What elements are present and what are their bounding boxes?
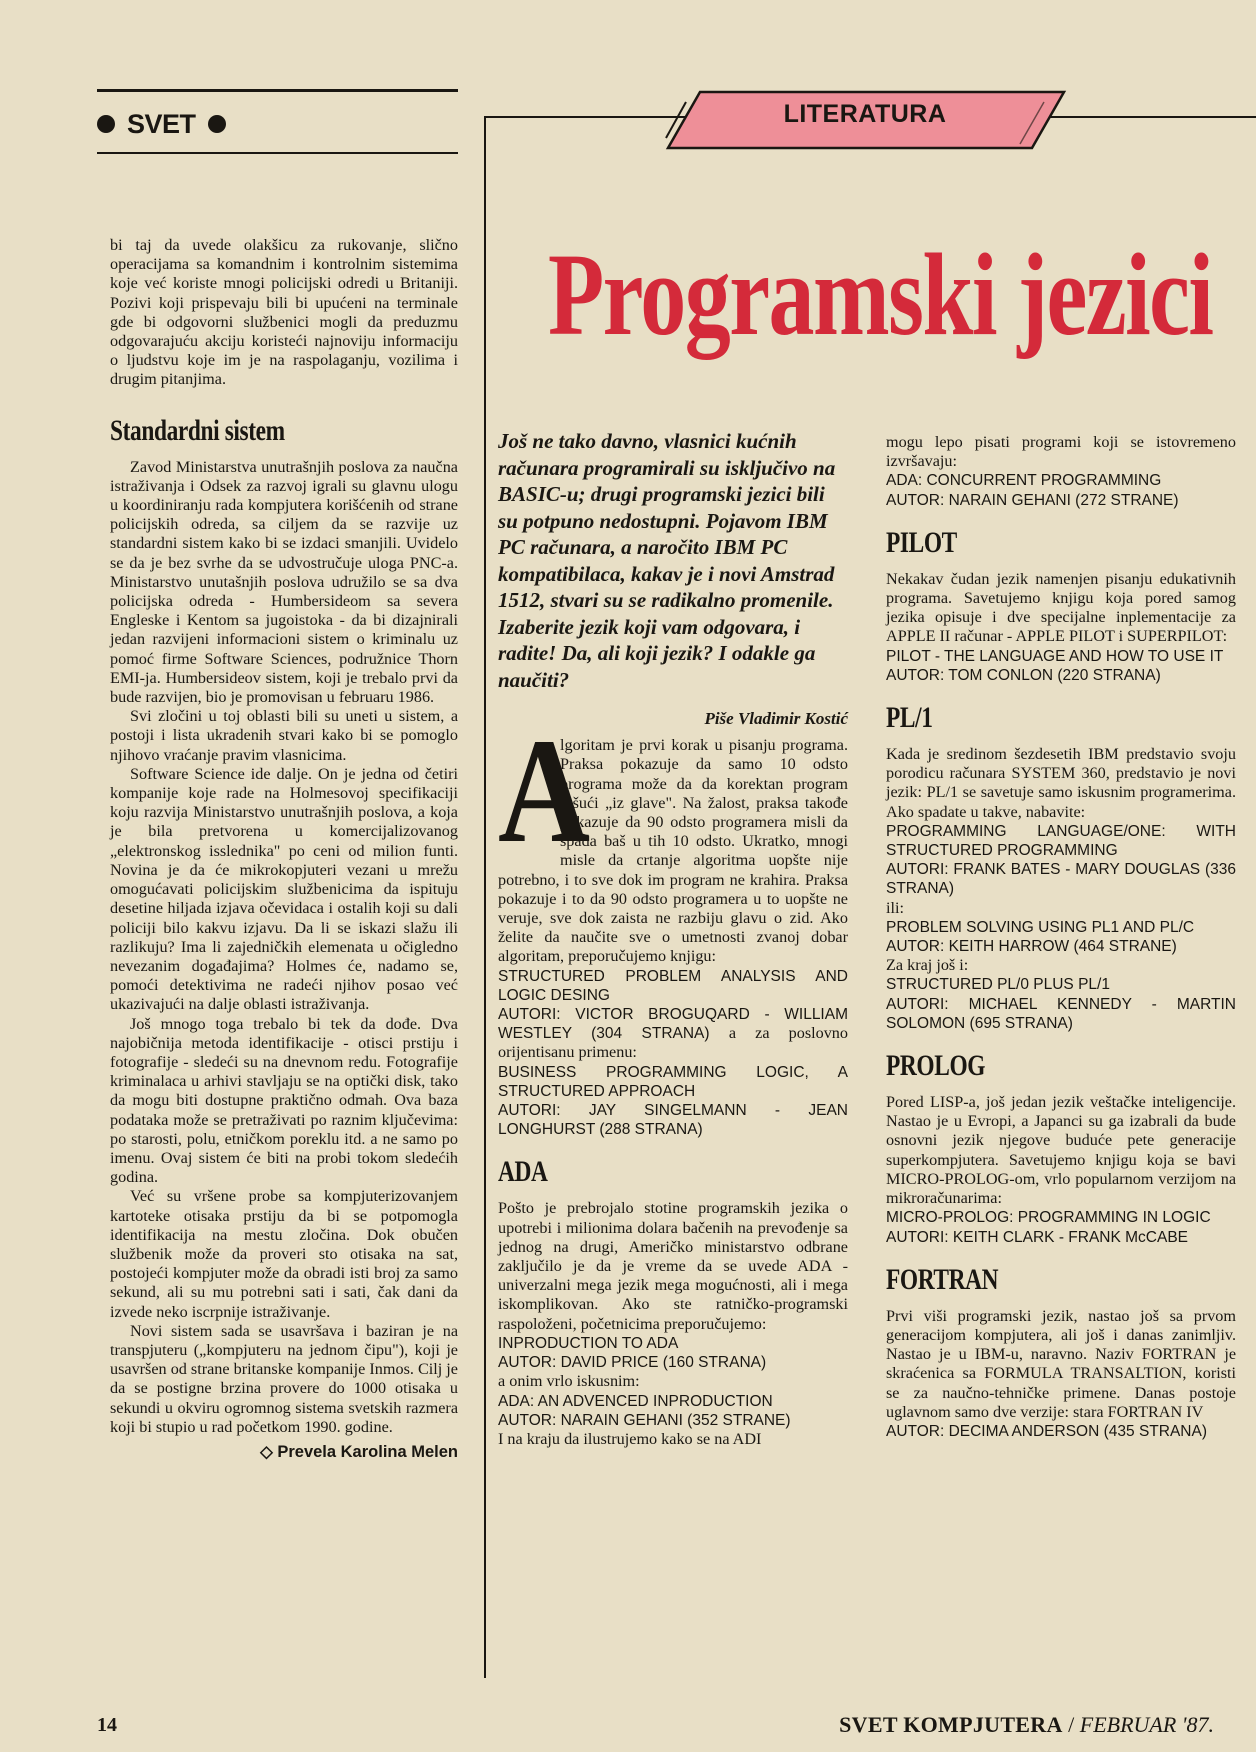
subheading-pl1: PL/1: [886, 701, 933, 735]
translator-signature: ◇ Prevela Karolina Melen: [260, 1442, 458, 1461]
book-title: ADA: AN ADVENCED INPRODUCTION: [498, 1392, 773, 1410]
book-authors: AUTOR: TOM CONLON (220 STRANA): [886, 666, 1161, 684]
issue-date: FEBRUAR '87.: [1079, 1712, 1214, 1737]
paragraph: Novi sistem sada se usavršava i baziran je na transpjuteru („kompjuteru na jednom čipu"), koji je usavršen od strane britanske kompanije Inmos. Cilj je da se postigne brzina provere do 1000 otisaka u sekundi u okviru ogromnog sistema svetskih razmera koji bi stupio u rad početkom 1990. godine.: [110, 1321, 458, 1436]
book-title: STRUCTURED PROBLEM ANALYSIS AND LOGIC DESING: [498, 967, 848, 1004]
paragraph: Software Science ide dalje. On je jedna od četiri kompanije koje rade na Holmesovoj specifikaciji koju razvija Ministarstvo unutrašnjih poslova, a koja je bila pretvorena u komercijalizovanog „elektronskog isslednika" po ceni od milion funti. Novina je da će mikrokopjuteri vezani u mrežu omogućavati policijskim službenicima da ispituju desetine hiljada izjava očevidaca i ostalih koji su dali policiji bilo kakvu izjavu. Da li se iskazi slažu ili razlikuju? Ima li zajedničkih elemenata u očigledno nevezanim događajima? Holmes će, nadamo se, pomoći detektivima ne radeći njihov posao već ukazivajući na dalje oblasti istraživanja.: [110, 764, 458, 1014]
header-rule-bottom: [97, 152, 458, 154]
paragraph: Pošto je prebrojalo stotine programskih jezika o upotrebi i milionima dolara bačenih na prevođenje sa jednog na drugi, Američko ministarstvo odbrane zaključilo je da je vreme da se uvede ADA - univerzalni mega jezik mega mogućnosti, ali i mega iskomplikovan. Ako ste ratničko-programski raspoloženi, početnicima preporučujemo:: [498, 1199, 848, 1333]
paragraph: Prvi viši programski jezik, nastao još sa prvom generacijom kompjutera, ali još i danas zanimljiv. Nastao je u IBM-u, naravno. Naziv FORTRAN je skraćenica sa FORMULA TRANSALTION, koristi se za naučno-tehničke primene. Danas postoje uglavnom samo dve verzije: stara FORTRAN IV: [886, 1306, 1236, 1421]
connector-text: ili:: [886, 898, 904, 917]
paragraph: lgoritam je prvi korak u pisanju programa. Praksa pokazuje da samo 10 odsto programa može da da korektan program pišući „iz glave". Na žalost, praksa takođe pokazuje da 90 odsto programera misli da spada baš u tih 10 odsto. Ukratko, mnogi misle da crtanje algoritma uopšte nije potrebno, i to sve dok im program ne krahira. Praksa pokazuje i to da 90 odsto programera u to uopšte ne veruje, sve dok zaista ne razbiju glavu o zid. Ako želite da naučite sve o umetnosti zvanoj dobar algoritam, preporučujemo knjigu:: [498, 736, 848, 966]
section-header-label: SVET: [127, 108, 196, 139]
paragraph: mogu lepo pisati programi koji se istovremeno izvršavaju:: [886, 433, 1236, 471]
left-column: [110, 236, 458, 1462]
connector-text: Za kraj još i:: [886, 956, 969, 975]
banner-label: LITERATURA: [783, 100, 947, 128]
paragraph: Već su vršene probe sa kompjuterizovanjem kartoteke otisaka prstiju da bi se potpomogla identifikacija na mestu zločina. Dok obučen službenik može da proveri sto otisaka na sat, postojeći kompjuter može da obradi isti broj za samo sekund, ali su mu potrebni sati i sati, čak dani da izvede neko iscrpnije istraživanje.: [110, 1187, 458, 1321]
paragraph: I na kraju da ilustrujemo kako se na ADI: [498, 1429, 762, 1448]
book-authors: AUTOR: DECIMA ANDERSON (435 STRANA): [886, 1422, 1207, 1440]
drop-cap: A: [498, 708, 591, 875]
subheading-pilot: PILOT: [886, 525, 957, 559]
book-authors: [498, 1005, 848, 1063]
book-authors: AUTORI: MICHAEL KENNEDY - MARTIN SOLOMON (695 STRANA): [886, 995, 1236, 1032]
article-title: Programski jezici: [548, 229, 1213, 360]
book-authors: AUTOR: DAVID PRICE (160 STRANA): [498, 1354, 767, 1372]
paragraph: Još mnogo toga trebalo bi tek da dođe. Dva najobičnija metoda identifikacije - otisci prstiju i fotografije - sledeći su na dnevnom redu. Fotografije kriminalaca u arhivi stavljaju se na optički disk, tako da mogu biti dostupne praktično odmah. Ova baza podataka može se pretraživati po raznim ključevima: po starosti, polu, etničkom poreklu itd. a ne samo po imenu. Ovaj sistem će biti na probi tokom sledećih godina.: [110, 1014, 458, 1187]
connector-text: a za poslovno orijentisanu primenu:: [498, 1024, 848, 1062]
book-title: STRUCTURED PL/0 PLUS PL/1: [886, 976, 1110, 994]
section-header: [97, 104, 226, 144]
book-title: PROBLEM SOLVING USING PL1 AND PL/C: [886, 918, 1195, 936]
book-title: PROGRAMMING LANGUAGE/ONE: WITH STRUCTURED PROGRAMMING: [886, 822, 1236, 860]
header-rule-top: [97, 89, 458, 92]
bullet-dot-icon: [208, 115, 226, 133]
paragraph: Kada je sredinom šezdesetih IBM predstavio svoju porodicu računara SYSTEM 360, predstavio je novi jezik: PL/1 se savetuje samo iskusnim programerima. Ako spadate u takve, nabavite:: [886, 745, 1236, 821]
running-footer: [839, 1712, 1214, 1738]
book-authors: AUTORI: KEITH CLARK - FRANK McCABE: [886, 1228, 1189, 1246]
connector-text: a onim vrlo iskusnim:: [498, 1372, 640, 1391]
book-authors: AUTOR: NARAIN GEHANI (272 STRANE): [886, 491, 1179, 509]
book-authors: AUTORI: FRANK BATES - MARY DOUGLAS (336 STRANA): [886, 861, 1236, 898]
lead-paragraph: Još ne tako davno, vlasnici kućnih računara programirali su isključivo na BASIC-u; drugi programski jezici bili su potpuno nedostupni. Pojavom IBM PC računara, a naročito IBM PC kompatibilaca, kakav je i novi Amstrad 1512, stvari su se radikalno promenile. Izaberite jezik koji vam odgovara, i radite! Da, ali koji jezik? I odakle ga naučiti?: [498, 429, 836, 692]
book-title: ADA: CONCURRENT PROGRAMMING: [886, 472, 1162, 490]
paragraph: Zavod Ministarstva unutrašnjih poslova za naučna istraživanja i Odsek za razvoj igrali su glavnu ulogu u koordiniranju rada kompjutera korišćenih od strane policijskih odreda, sa ciljem da se razvije uz standardni sistem kako bi se izdaci smanjili. Uvidelo se da je bez svrhe da se udvostručuje uloga PNC-a. Ministarstvo unutašnjih poslova udružilo se sa dva policijska odreda - Humbersideom sa severa Engleske i Kentom sa jugoistoka - da bi dizajnirali jedan razvijeni informacioni sistem o kriminalu uz pomoć firme Software Sciences, podružnice Thorn EMI-ja. Humbersideov sistem, koji je trebalo prvi da bude razvijen, bio je promovisan u februaru 1986.: [110, 457, 458, 707]
page-number: 14: [97, 1714, 117, 1736]
middle-column: [498, 428, 848, 1449]
paragraph: Pored LISP-a, još jedan jezik veštačke inteligencije. Nastao je u Evropi, a Japanci su ga izabrali da bude osnovni jezik njegove buduće pete generacije superkompjutera. Savetujemo knjigu koja se bavi MICRO-PROLOG-om, vrlo popularnom verzijom na mikroračunarima:: [886, 1093, 1236, 1208]
magazine-name: SVET KOMPJUTERA: [839, 1712, 1063, 1737]
book-title: MICRO-PROLOG: PROGRAMMING IN LOGIC: [886, 1209, 1211, 1227]
book-authors: AUTORI: JAY SINGELMANN - JEAN LONGHURST (288 STRANA): [498, 1102, 848, 1139]
book-authors: AUTOR: NARAIN GEHANI (352 STRANE): [498, 1411, 791, 1429]
right-column: [886, 433, 1236, 1441]
subheading: Standardni sistem: [110, 413, 285, 447]
book-title: PILOT - THE LANGUAGE AND HOW TO USE IT: [886, 647, 1224, 665]
byline: Piše Vladimir Kostić: [704, 709, 848, 728]
book-authors-text: AUTORI: VICTOR BROGUQARD - WILLIAM WESTLEY (304 STRANA): [498, 1006, 848, 1043]
book-title: INPRODUCTION TO ADA: [498, 1334, 679, 1352]
book-authors: AUTOR: KEITH HARROW (464 STRANE): [886, 938, 1177, 956]
subheading-ada: ADA: [498, 1155, 548, 1189]
book-title: BUSINESS PROGRAMMING LOGIC, A STRUCTURED APPROACH: [498, 1063, 848, 1100]
bullet-dot-icon: [97, 115, 115, 133]
paragraph: Svi zločini u toj oblasti bili su uneti u sistem, a postoji i lista ukradenih stvari kako bi se pomoglo njihovo vraćanje pravim vlasnicima.: [110, 707, 458, 764]
subheading-prolog: PROLOG: [886, 1049, 986, 1083]
footer-separator: /: [1062, 1712, 1080, 1737]
paragraph: Nekakav čudan jezik namenjen pisanju edukativnih programa. Savetujemo knjigu koja pored samog jezika opisuje i dve specijalne inplementacije za APPLE II računar - APPLE PILOT i SUPERPILOT:: [886, 569, 1236, 646]
paragraph: bi taj da uvede olakšicu za rukovanje, slično operacijama sa komandnim i kontrolnim sistemima koje već koriste mnogi policijski odredi u Britaniji. Pozivi koji prispevaju bili bi upućeni na terminale gde bi odgovorni službenici mogli da preduzmu odgovarajuću akciju koristeći najnoviju informaciju o ljudstvu koje im je na raspolaganju, vozilima i drugim pitanjima.: [110, 236, 458, 389]
subheading-fortran: FORTRAN: [886, 1262, 999, 1296]
